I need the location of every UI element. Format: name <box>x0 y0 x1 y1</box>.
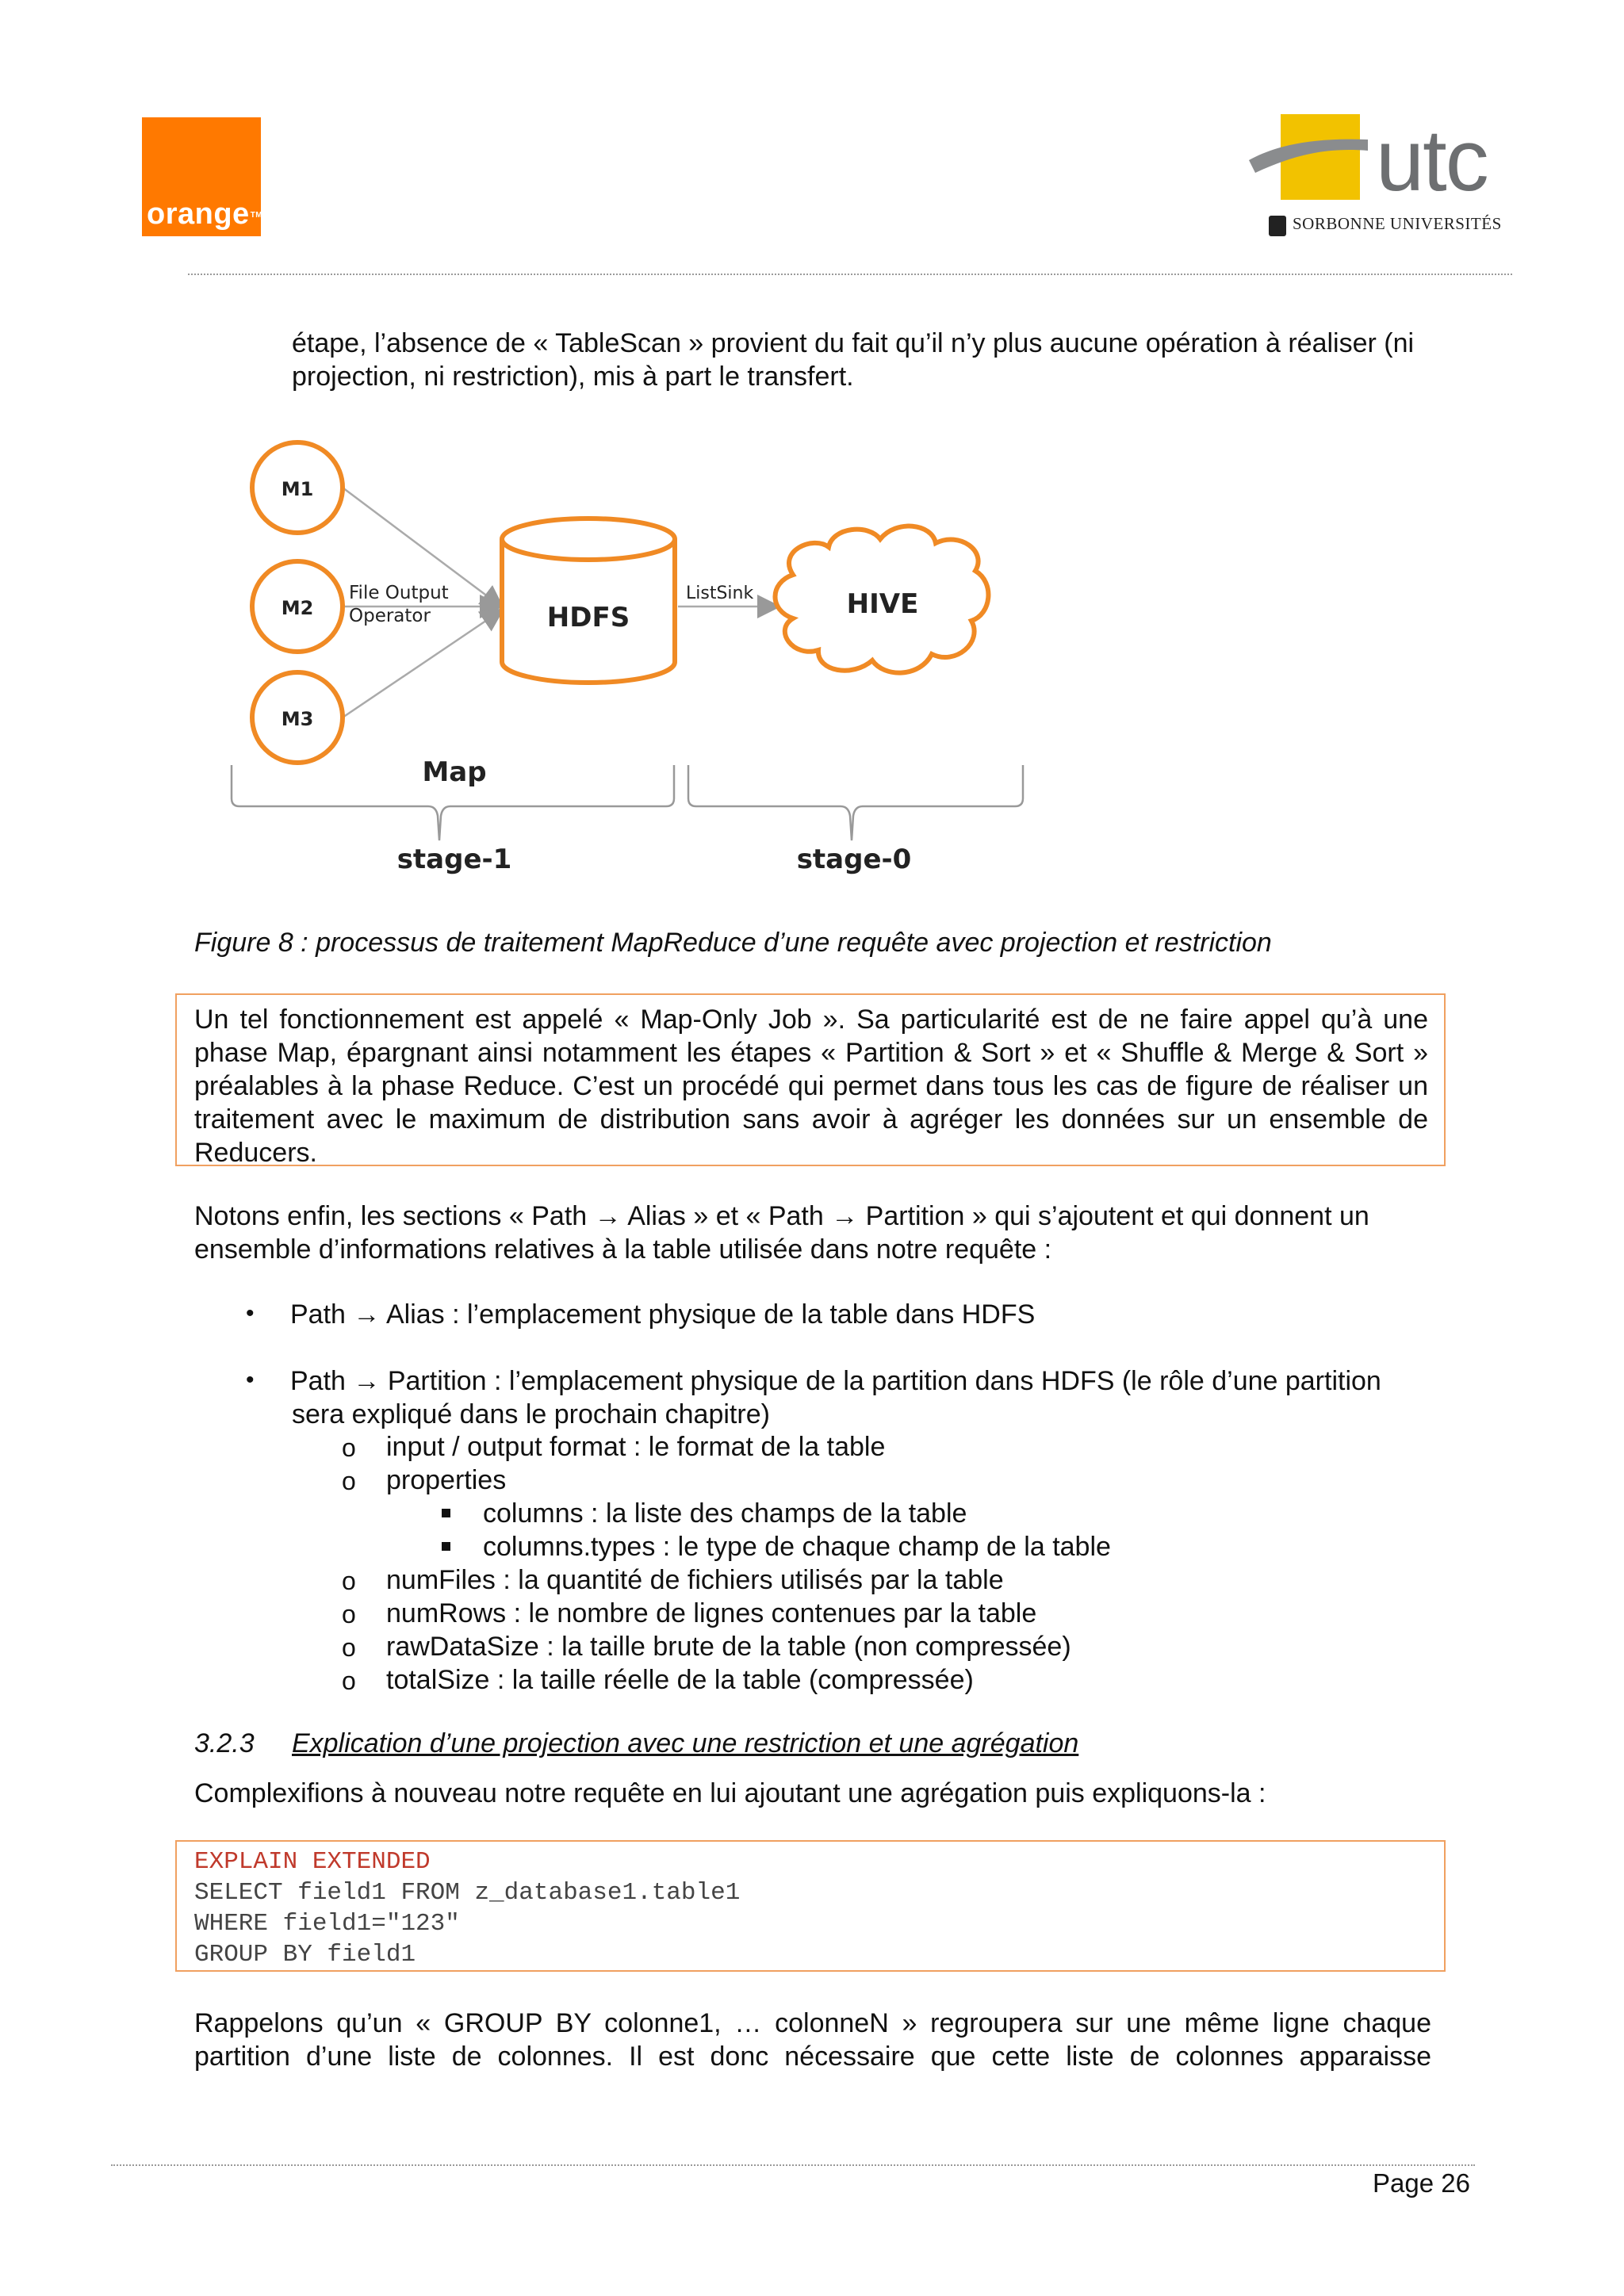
hdfs-cylinder-icon <box>502 519 675 683</box>
sub-properties: properties <box>386 1465 507 1495</box>
sub-totalsize: totalSize : la taille réelle de la table (compressée) <box>386 1665 974 1695</box>
map-label: Map <box>422 756 487 788</box>
utc-logo-text: utc <box>1376 112 1488 209</box>
hdfs-label: HDFS <box>546 602 630 633</box>
header-rule <box>188 274 1512 275</box>
sorbonne-crest-icon <box>1269 216 1286 236</box>
sub-columns-types: columns.types : le type de chaque champ de la table <box>483 1532 1111 1562</box>
hive-label: HIVE <box>846 588 919 620</box>
bullet-dot-1: • <box>246 1300 255 1326</box>
notons-line-2: ensemble d’informations relatives à la table utilisée dans notre requête : <box>194 1234 1052 1265</box>
bullet-dot-2: • <box>246 1367 255 1393</box>
sorbonne-subtitle: SORBONNE UNIVERSITÉS <box>1293 214 1502 233</box>
bullet-partition-line-2: sera expliqué dans le prochain chapitre) <box>292 1399 770 1429</box>
arrow-m3-hdfs <box>343 610 501 718</box>
sub-input-output: input / output format : le format de la table <box>386 1432 886 1462</box>
notons-line-1: Notons enfin, les sections « Path → Alias » et « Path → Partition » qui s’ajoutent et qui donnent un <box>194 1201 1369 1231</box>
sub-marker-3: o <box>342 1567 356 1595</box>
node-m3-label: M3 <box>281 708 314 730</box>
bullet-partition-line-1: Path → Partition : l’emplacement physique de la partition dans HDFS (le rôle d’une partition <box>290 1366 1381 1396</box>
stage1-label: stage-1 <box>396 844 512 875</box>
sub-numfiles: numFiles : la quantité de fichiers utilisés par la table <box>386 1565 1004 1595</box>
section-intro: Complexifions à nouveau notre requête en lui ajoutant une agrégation puis expliquons-la : <box>194 1778 1266 1808</box>
code-line-3: WHERE field1="123" <box>194 1910 460 1938</box>
operator-label-line-1: File Output <box>349 583 449 603</box>
figure-caption: Figure 8 : processus de traitement MapReduce d’une requête avec projection et restriction <box>194 928 1272 958</box>
listsink-label: ListSink <box>686 584 754 603</box>
sub-marker-1: o <box>342 1433 356 1462</box>
node-m2-label: M2 <box>281 597 314 619</box>
stage0-label: stage-0 <box>796 844 912 875</box>
sub-rawdatasize: rawDataSize : la taille brute de la table (non compressée) <box>386 1632 1071 1662</box>
page-number: Page 26 <box>1373 2168 1470 2198</box>
box-line-3: préalables à la phase Reduce. C’est un procédé qui permet dans tous les cas de figure de réaliser un <box>194 1071 1428 1101</box>
closing-line-2: partition d’une liste de colonnes. Il est donc nécessaire que cette liste de colonnes apparaisse <box>194 2042 1431 2072</box>
operator-label-line-2: Operator <box>349 606 431 626</box>
square-bullet-2 <box>442 1542 450 1551</box>
mapreduce-diagram <box>222 440 1047 884</box>
code-line-1: EXPLAIN EXTENDED <box>194 1848 431 1876</box>
sub-marker-2: o <box>342 1467 356 1495</box>
closing-line-1: Rappelons qu’un « GROUP BY colonne1, … colonneN » regroupera sur une même ligne chaque <box>194 2008 1431 2038</box>
map-only-note-box <box>175 993 1446 1166</box>
node-m1-label: M1 <box>281 478 314 500</box>
orange-logo <box>142 117 261 236</box>
sub-marker-5: o <box>342 1633 356 1662</box>
square-bullet-1 <box>442 1509 450 1517</box>
box-line-2: phase Map, épargnant ainsi notamment les étapes « Partition & Sort » et « Shuffle & Merge & Sort » <box>194 1038 1428 1068</box>
sub-marker-4: o <box>342 1600 356 1628</box>
intro-line-2: projection, ni restriction), mis à part le transfert. <box>292 362 854 392</box>
box-line-5: Reducers. <box>194 1138 317 1168</box>
box-line-4: traitement avec le maximum de distribution sans avoir à agréger les données sur un ensemble de <box>194 1104 1428 1135</box>
sub-marker-6: o <box>342 1667 356 1695</box>
orange-logo-text: orange™ <box>147 197 263 231</box>
box-line-1: Un tel fonctionnement est appelé « Map-Only Job ». Sa particularité est de ne faire appel qu’à une <box>194 1004 1428 1035</box>
bullet-alias: Path → Alias : l’emplacement physique de la table dans HDFS <box>290 1299 1036 1330</box>
utc-emblem-icon <box>1249 111 1368 206</box>
code-box <box>175 1840 1446 1972</box>
stage0-brace <box>688 765 1023 840</box>
code-line-4: GROUP BY field1 <box>194 1941 416 1969</box>
footer-rule <box>111 2164 1475 2166</box>
sub-columns: columns : la liste des champs de la table <box>483 1498 967 1529</box>
sub-numrows: numRows : le nombre de lignes contenues par la table <box>386 1598 1037 1628</box>
intro-line-1: étape, l’absence de « TableScan » provient du fait qu’il n’y plus aucune opération à réaliser (ni <box>292 328 1415 358</box>
code-line-2: SELECT field1 FROM z_database1.table1 <box>194 1879 741 1907</box>
section-title: Explication d’une projection avec une restriction et une agrégation <box>292 1728 1079 1758</box>
section-number: 3.2.3 <box>194 1728 255 1758</box>
